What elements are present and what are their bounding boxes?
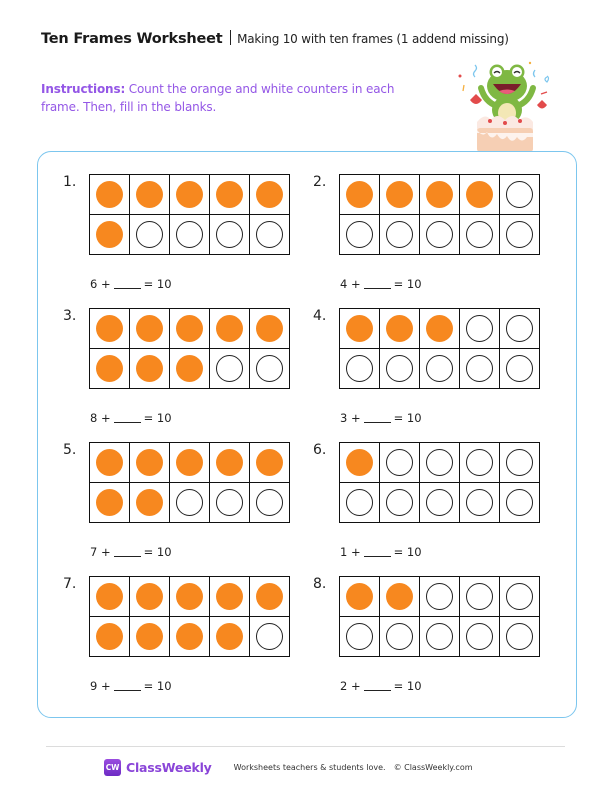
equation — [340, 545, 422, 559]
ten-frame-cell — [460, 483, 500, 523]
ten-frame-cell — [250, 175, 290, 215]
white-counter-icon — [426, 623, 453, 650]
orange-counter-icon — [386, 181, 413, 208]
white-counter-icon — [386, 489, 413, 516]
ten-frame-cell — [340, 617, 380, 657]
ten-frame-cell — [380, 175, 420, 215]
problem-number: 5. — [63, 442, 77, 458]
orange-counter-icon — [136, 623, 163, 650]
equation-sum: = 10 — [143, 545, 172, 559]
ten-frame-cell — [170, 577, 210, 617]
problem-4 — [313, 308, 543, 438]
ten-frame-cell — [210, 215, 250, 255]
ten-frame-cell — [380, 309, 420, 349]
ten-frame-cell — [210, 309, 250, 349]
frog-mascot-illustration — [455, 60, 555, 155]
answer-blank[interactable] — [364, 422, 391, 423]
ten-frame-cell — [170, 617, 210, 657]
white-counter-icon — [506, 489, 533, 516]
ten-frame-cell — [90, 349, 130, 389]
ten-frame-cell — [90, 617, 130, 657]
classweekly-logo-icon: CW — [104, 759, 121, 776]
ten-frame-cell — [170, 309, 210, 349]
problem-5 — [63, 442, 293, 572]
answer-blank[interactable] — [114, 422, 141, 423]
equation-sum: = 10 — [393, 411, 422, 425]
orange-counter-icon — [176, 449, 203, 476]
ten-frame-cell — [460, 215, 500, 255]
worksheet-title: Ten Frames Worksheet — [41, 31, 223, 47]
white-counter-icon — [426, 449, 453, 476]
white-counter-icon — [466, 623, 493, 650]
ten-frame-cell — [500, 443, 540, 483]
ten-frame-cell — [210, 349, 250, 389]
ten-frame-cell — [380, 443, 420, 483]
ten-frame-cell — [210, 617, 250, 657]
problem-number: 4. — [313, 308, 327, 324]
ten-frame-cell — [130, 175, 170, 215]
ten-frame-cell — [210, 577, 250, 617]
problem-number: 3. — [63, 308, 77, 324]
white-counter-icon — [386, 355, 413, 382]
ten-frame-cell — [380, 483, 420, 523]
footer-copyright: © ClassWeekly.com — [393, 763, 473, 772]
ten-frame-cell — [210, 443, 250, 483]
white-counter-icon — [506, 623, 533, 650]
ten-frame — [89, 576, 290, 657]
ten-frame-cell — [340, 309, 380, 349]
ten-frame — [89, 442, 290, 523]
orange-counter-icon — [256, 449, 283, 476]
ten-frame-cell — [500, 349, 540, 389]
equation — [340, 679, 422, 693]
ten-frame-cell — [340, 483, 380, 523]
ten-frame-cell — [250, 617, 290, 657]
orange-counter-icon — [96, 583, 123, 610]
orange-counter-icon — [426, 315, 453, 342]
white-counter-icon — [256, 623, 283, 650]
instructions-lead: Instructions: — [41, 82, 126, 96]
footer-tagline: Worksheets teachers & students love. — [233, 763, 386, 772]
ten-frame-cell — [210, 483, 250, 523]
ten-frame-cell — [90, 215, 130, 255]
white-counter-icon — [386, 623, 413, 650]
white-counter-icon — [506, 221, 533, 248]
orange-counter-icon — [466, 181, 493, 208]
problem-2 — [313, 174, 543, 304]
equation-sum: = 10 — [143, 277, 172, 291]
equation-addend: 6 + — [90, 277, 111, 291]
orange-counter-icon — [216, 449, 243, 476]
ten-frame — [339, 442, 540, 523]
orange-counter-icon — [216, 181, 243, 208]
orange-counter-icon — [176, 623, 203, 650]
ten-frame-cell — [170, 349, 210, 389]
orange-counter-icon — [216, 315, 243, 342]
white-counter-icon — [346, 221, 373, 248]
answer-blank[interactable] — [114, 690, 141, 691]
ten-frame-cell — [500, 175, 540, 215]
white-counter-icon — [466, 489, 493, 516]
equation — [90, 277, 172, 291]
ten-frame-cell — [90, 309, 130, 349]
orange-counter-icon — [346, 181, 373, 208]
ten-frame-cell — [460, 577, 500, 617]
white-counter-icon — [386, 221, 413, 248]
orange-counter-icon — [136, 355, 163, 382]
ten-frame-cell — [460, 617, 500, 657]
white-counter-icon — [136, 221, 163, 248]
equation-addend: 7 + — [90, 545, 111, 559]
ten-frame-cell — [460, 175, 500, 215]
ten-frame-cell — [460, 443, 500, 483]
orange-counter-icon — [96, 315, 123, 342]
white-counter-icon — [466, 449, 493, 476]
ten-frame-cell — [250, 215, 290, 255]
orange-counter-icon — [96, 221, 123, 248]
white-counter-icon — [216, 355, 243, 382]
white-counter-icon — [466, 355, 493, 382]
white-counter-icon — [346, 489, 373, 516]
ten-frame — [89, 308, 290, 389]
white-counter-icon — [506, 583, 533, 610]
orange-counter-icon — [256, 181, 283, 208]
orange-counter-icon — [256, 315, 283, 342]
white-counter-icon — [466, 221, 493, 248]
equation-addend: 1 + — [340, 545, 361, 559]
ten-frame-cell — [210, 175, 250, 215]
equation-addend: 9 + — [90, 679, 111, 693]
ten-frame-cell — [340, 443, 380, 483]
ten-frame-cell — [130, 215, 170, 255]
problem-number: 6. — [313, 442, 327, 458]
equation-addend: 3 + — [340, 411, 361, 425]
problem-number: 8. — [313, 576, 327, 592]
ten-frame-cell — [250, 349, 290, 389]
white-counter-icon — [426, 355, 453, 382]
orange-counter-icon — [386, 315, 413, 342]
white-counter-icon — [426, 583, 453, 610]
footer-divider — [46, 746, 565, 747]
equation — [340, 277, 422, 291]
white-counter-icon — [386, 449, 413, 476]
ten-frame-cell — [420, 175, 460, 215]
equation-sum: = 10 — [393, 277, 422, 291]
ten-frame-cell — [380, 617, 420, 657]
answer-blank[interactable] — [364, 556, 391, 557]
instructions — [41, 80, 421, 116]
brand-name: ClassWeekly — [126, 760, 212, 775]
white-counter-icon — [346, 355, 373, 382]
ten-frame-cell — [340, 577, 380, 617]
orange-counter-icon — [216, 623, 243, 650]
ten-frame-cell — [90, 577, 130, 617]
ten-frame-cell — [130, 443, 170, 483]
ten-frame-cell — [90, 175, 130, 215]
equation-sum: = 10 — [143, 679, 172, 693]
white-counter-icon — [256, 489, 283, 516]
answer-blank[interactable] — [114, 556, 141, 557]
ten-frame-cell — [90, 483, 130, 523]
orange-counter-icon — [386, 583, 413, 610]
white-counter-icon — [216, 221, 243, 248]
ten-frame-cell — [170, 175, 210, 215]
ten-frame-cell — [90, 443, 130, 483]
orange-counter-icon — [96, 181, 123, 208]
ten-frame-cell — [340, 215, 380, 255]
orange-counter-icon — [346, 315, 373, 342]
ten-frame-cell — [500, 483, 540, 523]
orange-counter-icon — [136, 489, 163, 516]
instructions-text: Count the orange and white counters in each frame. Then, fill in the blanks. — [41, 82, 395, 114]
ten-frame-cell — [130, 349, 170, 389]
equation-sum: = 10 — [143, 411, 172, 425]
answer-blank[interactable] — [364, 690, 391, 691]
ten-frame — [339, 308, 540, 389]
ten-frame-cell — [250, 577, 290, 617]
problem-3 — [63, 308, 293, 438]
ten-frame — [89, 174, 290, 255]
ten-frame-cell — [380, 349, 420, 389]
equation-addend: 2 + — [340, 679, 361, 693]
white-counter-icon — [466, 315, 493, 342]
orange-counter-icon — [136, 583, 163, 610]
orange-counter-icon — [426, 181, 453, 208]
ten-frame-cell — [130, 309, 170, 349]
ten-frame-cell — [130, 577, 170, 617]
worksheet-header — [41, 28, 509, 47]
ten-frame-cell — [250, 443, 290, 483]
equation-sum: = 10 — [393, 545, 422, 559]
equation — [340, 411, 422, 425]
ten-frame-cell — [500, 577, 540, 617]
ten-frame-cell — [420, 443, 460, 483]
white-counter-icon — [506, 355, 533, 382]
ten-frame-cell — [460, 349, 500, 389]
ten-frame-cell — [250, 309, 290, 349]
footer — [104, 759, 473, 776]
ten-frame-cell — [420, 483, 460, 523]
orange-counter-icon — [96, 449, 123, 476]
ten-frame-cell — [500, 309, 540, 349]
answer-blank[interactable] — [114, 288, 141, 289]
ten-frame-cell — [420, 215, 460, 255]
orange-counter-icon — [176, 181, 203, 208]
problem-number: 2. — [313, 174, 327, 190]
problem-7 — [63, 576, 293, 706]
equation — [90, 545, 172, 559]
orange-counter-icon — [176, 315, 203, 342]
ten-frame-cell — [420, 617, 460, 657]
worksheet-subtitle: Making 10 with ten frames (1 addend missing) — [237, 32, 509, 46]
white-counter-icon — [506, 315, 533, 342]
ten-frame-cell — [170, 443, 210, 483]
problem-number: 7. — [63, 576, 77, 592]
ten-frame-cell — [170, 215, 210, 255]
orange-counter-icon — [176, 355, 203, 382]
ten-frame-cell — [420, 349, 460, 389]
equation-addend: 4 + — [340, 277, 361, 291]
white-counter-icon — [346, 623, 373, 650]
orange-counter-icon — [136, 449, 163, 476]
orange-counter-icon — [256, 583, 283, 610]
ten-frame-cell — [500, 215, 540, 255]
orange-counter-icon — [346, 583, 373, 610]
ten-frame-cell — [170, 483, 210, 523]
title-separator — [230, 30, 232, 45]
white-counter-icon — [176, 221, 203, 248]
ten-frame-cell — [380, 215, 420, 255]
ten-frame-cell — [130, 617, 170, 657]
ten-frame-cell — [500, 617, 540, 657]
white-counter-icon — [426, 489, 453, 516]
ten-frame-cell — [340, 175, 380, 215]
equation-addend: 8 + — [90, 411, 111, 425]
problem-number: 1. — [63, 174, 77, 190]
orange-counter-icon — [96, 355, 123, 382]
orange-counter-icon — [96, 489, 123, 516]
orange-counter-icon — [136, 181, 163, 208]
ten-frame-cell — [340, 349, 380, 389]
equation-sum: = 10 — [393, 679, 422, 693]
equation — [90, 411, 172, 425]
orange-counter-icon — [216, 583, 243, 610]
orange-counter-icon — [136, 315, 163, 342]
white-counter-icon — [466, 583, 493, 610]
white-counter-icon — [216, 489, 243, 516]
answer-blank[interactable] — [364, 288, 391, 289]
white-counter-icon — [426, 221, 453, 248]
ten-frame-cell — [420, 577, 460, 617]
ten-frame-cell — [420, 309, 460, 349]
ten-frame-cell — [130, 483, 170, 523]
equation — [90, 679, 172, 693]
orange-counter-icon — [96, 623, 123, 650]
white-counter-icon — [256, 221, 283, 248]
problem-8 — [313, 576, 543, 706]
white-counter-icon — [176, 489, 203, 516]
white-counter-icon — [506, 449, 533, 476]
ten-frame — [339, 576, 540, 657]
ten-frame-cell — [250, 483, 290, 523]
white-counter-icon — [506, 181, 533, 208]
white-counter-icon — [256, 355, 283, 382]
problem-1 — [63, 174, 293, 304]
ten-frame-cell — [380, 577, 420, 617]
orange-counter-icon — [346, 449, 373, 476]
ten-frame-cell — [460, 309, 500, 349]
problem-6 — [313, 442, 543, 572]
orange-counter-icon — [176, 583, 203, 610]
ten-frame — [339, 174, 540, 255]
